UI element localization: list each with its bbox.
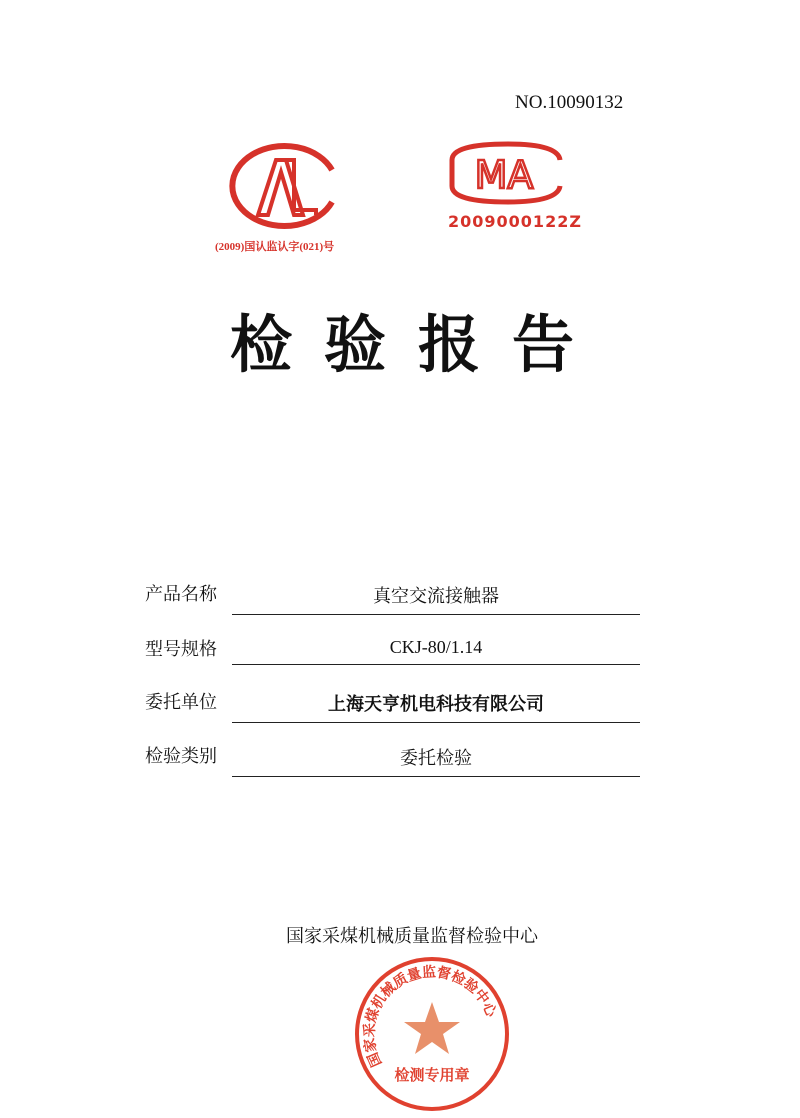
official-seal [352,954,512,1114]
field-label-model: 型号规格 [145,639,217,660]
page-title: 检验报告 [229,308,606,381]
seal-center-text: 检测专用章 [394,1066,470,1084]
issuer-name: 国家采煤机械质量监督检验中心 [286,926,538,947]
field-value-client: 上海天亨机电科技有限公司 [232,690,640,723]
cal-caption: (2009)国认监认字(021)号 [215,241,335,253]
cma-number: 2009000122Z [448,212,582,231]
cal-logo [228,140,343,235]
field-value-inspection-type: 委托检验 [232,744,640,777]
field-value-model: CKJ-80/1.14 [232,637,640,665]
field-label-product-name: 产品名称 [145,584,217,605]
field-label-inspection-type: 检验类别 [145,746,217,767]
svg-text:MA: MA [474,153,534,197]
report-number: NO.10090132 [515,92,624,113]
field-label-client: 委托单位 [145,692,217,713]
field-value-product-name: 真空交流接触器 [232,582,640,615]
cma-logo [448,140,566,208]
seal-ring-text: 国家采煤机械质量监督检验中心 [361,964,499,1070]
